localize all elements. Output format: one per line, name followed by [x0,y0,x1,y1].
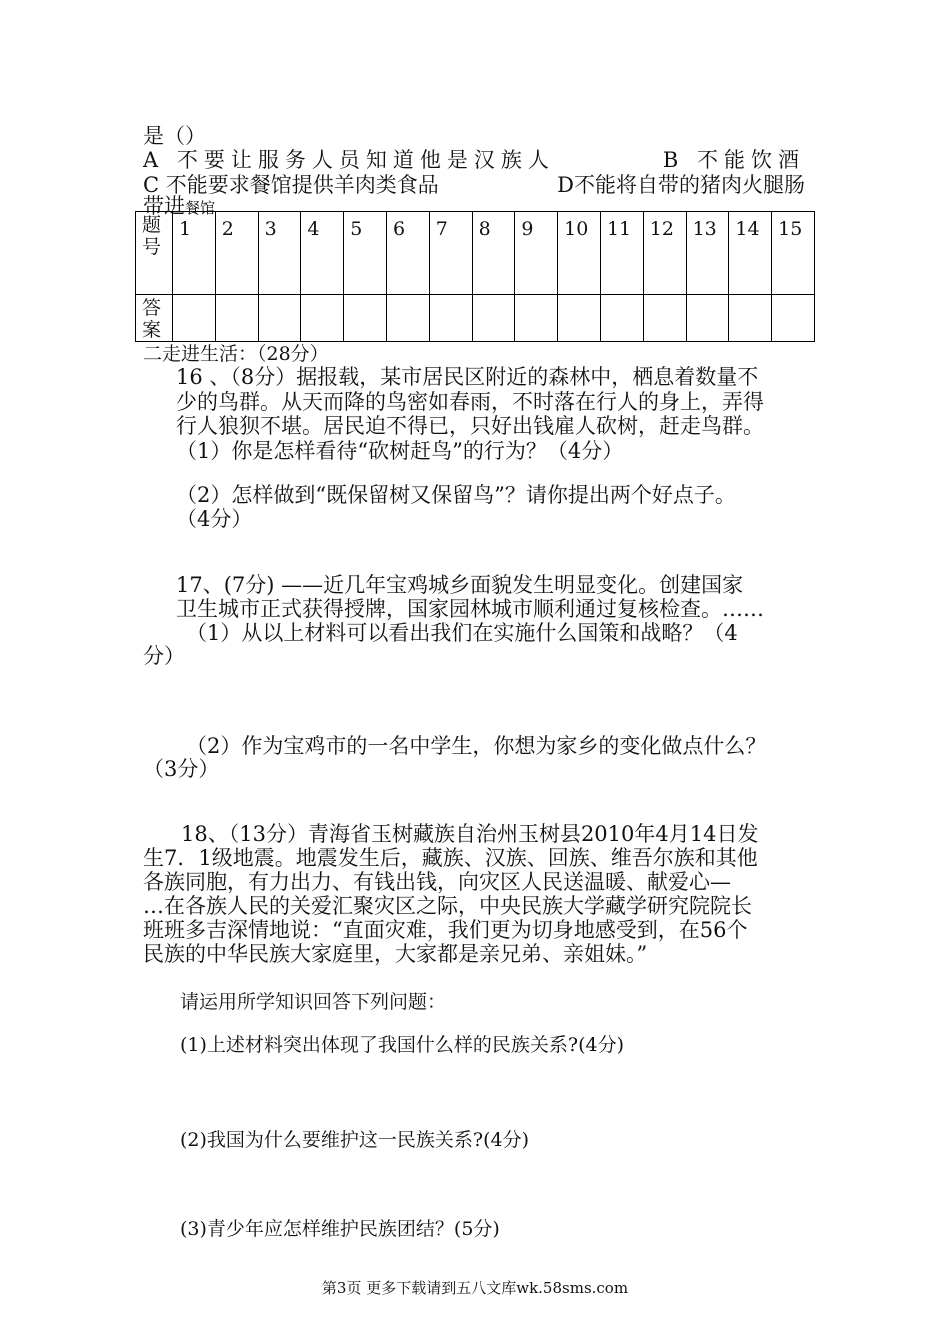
number-cell: 4 [301,212,344,295]
header-char: 答 [142,297,162,319]
q15-option-d: D不能将自带的猪肉火腿肠 [557,173,805,197]
answer-cell[interactable] [258,295,301,342]
header-char: 题 [142,214,162,236]
q15-option-b: B 不能饮酒 [662,148,805,172]
page-footer: 第3页 更多下载请到五八文库wk.58sms.com [321,1279,629,1297]
answer-cell[interactable] [344,295,387,342]
number-cell: 6 [386,212,429,295]
table-row-numbers [136,212,815,295]
number-cell: 13 [686,212,729,295]
number-cell: 9 [515,212,558,295]
q18-line: 班班多吉深情地说：“直面灾难，我们更为切身地感受到，在56个 [143,918,748,942]
answer-cell[interactable] [558,295,601,342]
number-cell: 12 [643,212,686,295]
answer-cell[interactable] [386,295,429,342]
answer-cell[interactable] [429,295,472,342]
q18-sub2: (2)我国为什么要维护这一民族关系?(4分) [180,1129,530,1151]
q15-option-a: A 不要让服务人员知道他是汉族人 [143,148,555,172]
q15-options-ab [143,147,805,173]
q17-sub1-line2: 分） [143,644,185,668]
number-cell: 2 [215,212,258,295]
q15-options-cd [143,172,805,198]
answer-cell[interactable] [772,295,815,342]
q18-line: 各族同胞，有力出力、有钱出钱，向灾区人民送温暖、献爱心— [143,870,731,894]
q16-sub2-line1: （2）怎样做到“既保留树又保留鸟”？请你提出两个好点子。 [176,483,736,507]
answer-cell[interactable] [686,295,729,342]
table-row-answers [136,295,815,342]
number-cell: 5 [344,212,387,295]
q18-sub3: (3)青少年应怎样维护民族团结？(5分) [180,1218,500,1240]
answer-cell[interactable] [515,295,558,342]
number-cell: 15 [772,212,815,295]
q16-sub1: （1）你是怎样看待“砍树赶鸟”的行为？（4分） [176,439,624,463]
q16-sub2-line2: （4分） [176,507,253,531]
answer-cell[interactable] [173,295,216,342]
q16-line: 16 、（8分）据报载，某市居民区附近的森林中，栖息着数量不 [176,365,759,389]
q18-prompt: 请运用所学知识回答下列问题： [180,991,447,1013]
q18-line: 生7．1级地震。地震发生后，藏族、汉族、回族、维吾尔族和其他 [143,846,758,870]
number-cell: 3 [258,212,301,295]
q16-line: 行人狼狈不堪。居民迫不得已，只好出钱雇人砍树，赶走鸟群。 [176,414,764,438]
q15-stem-tail: 是（） [143,124,206,148]
answer-cell[interactable] [301,295,344,342]
answer-cell[interactable] [472,295,515,342]
q18-sub1: (1)上述材料突出体现了我国什么样的民族关系?(4分) [180,1034,625,1056]
q17-sub2-line1: （2）作为宝鸡市的一名中学生，你想为家乡的变化做点什么？ [186,734,767,758]
section-title: 二走进生活：（28分） [143,343,329,365]
q15-option-d-tail-big: 带进 [143,194,185,218]
answer-table [135,211,815,342]
q17-line2: 卫生城市正式获得授牌，国家园林城市顺利通过复核检查。…… [176,597,764,621]
q15-option-d-tail-small: 餐馆 [185,199,216,217]
answer-cell[interactable] [215,295,258,342]
header-char: 案 [142,319,162,341]
q17-sub1-line1: （1）从以上材料可以看出我们在实施什么国策和战略？（4 [186,621,738,645]
header-char: 号 [142,236,162,258]
number-cell: 10 [558,212,601,295]
number-cell: 14 [729,212,772,295]
header-cell-answer [136,295,173,342]
number-cell: 11 [600,212,643,295]
q15-option-c: C 不能要求餐馆提供羊肉类食品 [143,173,439,197]
number-cell: 7 [429,212,472,295]
q17-sub2-line2: （3分） [143,757,220,781]
number-cell: 8 [472,212,515,295]
answer-cell[interactable] [729,295,772,342]
q18-line: …在各族人民的关爱汇聚灾区之际，中央民族大学藏学研究院院长 [143,894,752,918]
q17-line1: 17、(7分) ——近几年宝鸡城乡面貌发生明显变化。创建国家 [176,573,744,597]
q16-line: 少的鸟群。从天而降的鸟密如春雨，不时落在行人的身上，弄得 [176,390,764,414]
answer-cell[interactable] [643,295,686,342]
number-cell: 1 [173,212,216,295]
header-cell-number [136,212,173,295]
q18-line: 18、（13分）青海省玉树藏族自治州玉树县2010年4月14日发 [181,822,759,846]
q18-line: 民族的中华民族大家庭里，大家都是亲兄弟、亲姐妹。” [143,942,648,966]
answer-cell[interactable] [600,295,643,342]
